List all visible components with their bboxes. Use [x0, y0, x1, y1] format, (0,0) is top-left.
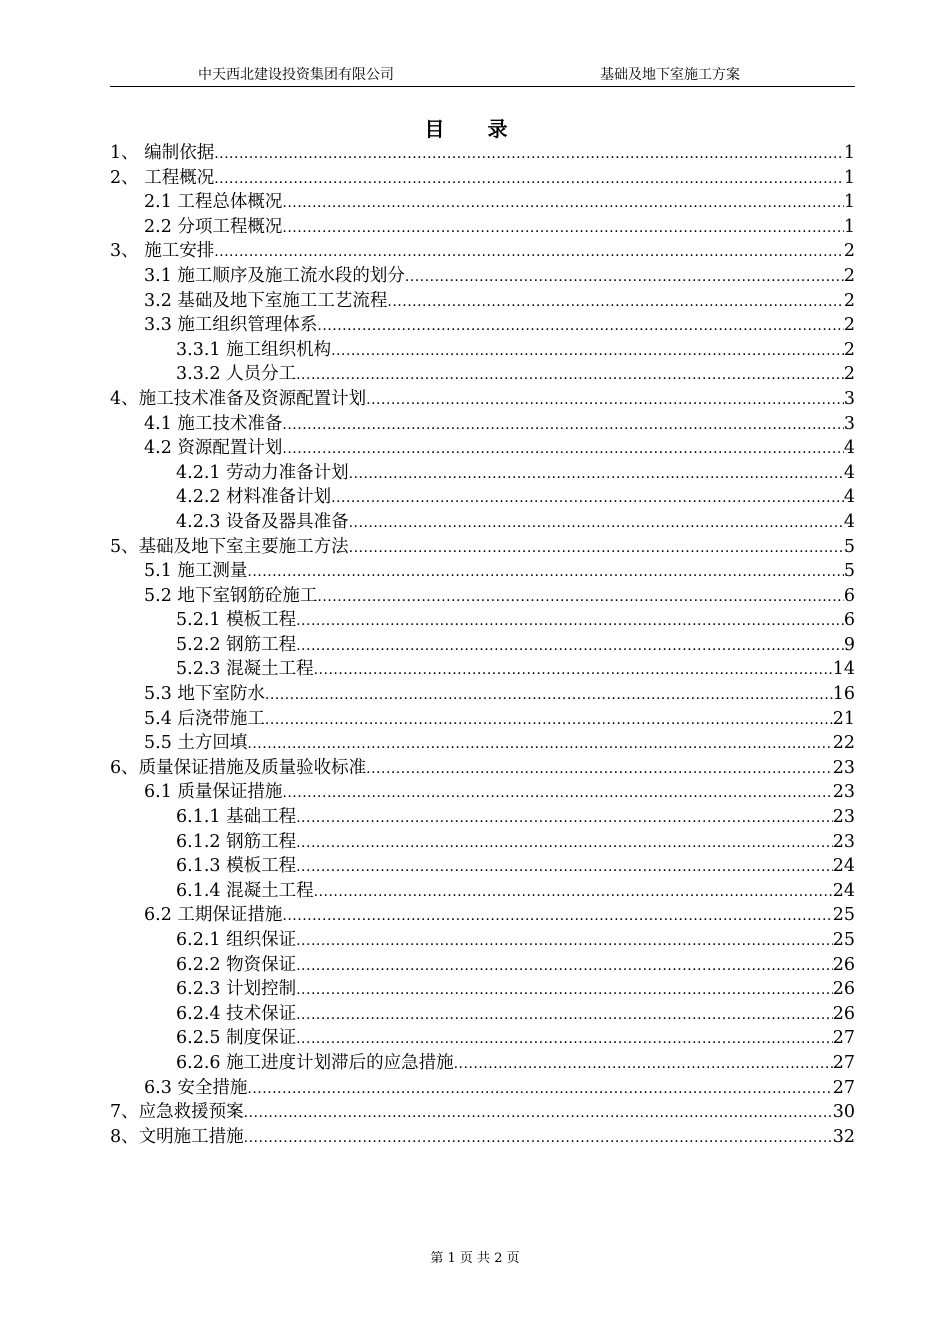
toc-entry-page-number: 2: [843, 364, 855, 385]
toc-entry-page-number: 25: [832, 905, 855, 926]
toc-entry-page-number: 22: [832, 733, 855, 754]
toc-entry[interactable]: [110, 510, 855, 535]
toc-dot-leader: [214, 167, 844, 192]
toc-entry-label: 6、质量保证措施及质量验收标准: [110, 757, 367, 778]
toc-entry-label: 5.2 地下室钢筋砼施工: [144, 585, 318, 606]
toc-entry-label: 4.2.2 材料准备计划: [176, 487, 332, 508]
toc-entry-label: 6.2.3 计划控制: [176, 979, 297, 1000]
toc-entry[interactable]: [110, 830, 855, 855]
toc-entry-page-number: 24: [832, 856, 855, 877]
toc-entry[interactable]: [110, 1051, 855, 1076]
toc-dot-leader: [244, 1101, 833, 1126]
toc-entry[interactable]: [110, 1125, 855, 1150]
toc-dot-leader: [387, 290, 843, 315]
toc-entry[interactable]: [110, 756, 855, 781]
toc-entry-label: 2.2 分项工程概况: [144, 216, 283, 237]
toc-entry-label: 5.2.1 模板工程: [176, 610, 297, 631]
toc-entry-label: 6.1.3 模板工程: [176, 856, 297, 877]
toc-entry-page-number: 4: [843, 487, 855, 508]
toc-entry[interactable]: [110, 633, 855, 658]
toc-dot-leader: [296, 929, 833, 954]
toc-entry-page-number: 27: [832, 1077, 855, 1098]
toc-dot-leader: [317, 585, 843, 610]
toc-entry[interactable]: [110, 190, 855, 215]
toc-entry-label: 6.1.2 钢筋工程: [176, 831, 297, 852]
toc-entry-page-number: 23: [832, 782, 855, 803]
toc-dot-leader: [282, 781, 832, 806]
page-header: [110, 66, 855, 87]
toc-dot-leader: [349, 536, 844, 561]
toc-entry-label: 5.5 土方回填: [144, 733, 248, 754]
toc-dot-leader: [296, 855, 833, 880]
toc-entry-page-number: 27: [832, 1052, 855, 1073]
toc-entry[interactable]: [110, 903, 855, 928]
toc-dot-leader: [296, 1003, 833, 1028]
toc-dot-leader: [366, 388, 844, 413]
toc-entry-page-number: 2: [843, 339, 855, 360]
toc-dot-leader: [282, 437, 843, 462]
toc-entry-label: 6.2.5 制度保证: [176, 1028, 297, 1049]
toc-entry[interactable]: [110, 977, 855, 1002]
toc-entry[interactable]: [110, 1002, 855, 1027]
toc-entry-page-number: 16: [832, 684, 855, 705]
toc-entry-page-number: 4: [843, 462, 855, 483]
toc-entry-page-number: 2: [843, 265, 855, 286]
toc-dot-leader: [349, 462, 844, 487]
toc-entry-page-number: 23: [832, 757, 855, 778]
toc-entry-page-number: 6: [843, 610, 855, 631]
toc-entry[interactable]: [110, 1026, 855, 1051]
toc-entry[interactable]: [110, 854, 855, 879]
toc-entry-page-number: 1: [843, 143, 855, 163]
toc-entry-label: 6.2.4 技术保证: [176, 1003, 297, 1024]
toc-dot-leader: [265, 708, 833, 733]
toc-entry[interactable]: [110, 166, 855, 191]
toc-entry-page-number: 26: [832, 1003, 855, 1024]
toc-dot-leader: [296, 978, 833, 1003]
toc-entry[interactable]: [110, 412, 855, 437]
toc-dot-leader: [296, 806, 833, 831]
toc-dot-leader: [247, 732, 832, 757]
toc-entry-label: 5.1 施工测量: [144, 561, 248, 582]
toc-entry-page-number: 5: [843, 536, 855, 557]
toc-dot-leader: [405, 265, 844, 290]
toc-entry-page-number: 4: [843, 511, 855, 532]
toc-entry-label: 5.3 地下室防水: [144, 684, 265, 705]
toc-entry[interactable]: [110, 535, 855, 560]
toc-entry-label: 4.2.1 劳动力准备计划: [176, 462, 349, 483]
toc-entry-page-number: 2: [843, 241, 855, 262]
toc-dot-leader: [317, 314, 843, 339]
toc-dot-leader: [296, 363, 844, 388]
toc-dot-leader: [282, 216, 843, 241]
toc-entry[interactable]: [110, 657, 855, 682]
toc-entry-page-number: 2: [843, 290, 855, 311]
toc-entry[interactable]: [110, 584, 855, 609]
toc-entry-page-number: 25: [832, 930, 855, 950]
toc-dot-leader: [331, 486, 844, 511]
toc-entry[interactable]: [110, 780, 855, 805]
toc-entry-page-number: 24: [832, 880, 855, 901]
toc-entry[interactable]: [110, 1076, 855, 1101]
toc-entry[interactable]: [110, 338, 855, 363]
toc-dot-leader: [265, 683, 833, 708]
toc-entry-label: 4.2 资源配置计划: [144, 438, 283, 459]
toc-entry-label: 6.2.6 施工进度计划滞后的应急措施: [176, 1052, 454, 1073]
toc-entry-label: 6.1.1 基础工程: [176, 807, 297, 828]
toc-entry-label: 1、 编制依据: [110, 143, 215, 163]
toc-entry-page-number: 14: [832, 659, 855, 680]
page-footer: 第 1 页 共 2 页: [430, 1251, 520, 1266]
toc-dot-leader: [349, 511, 844, 536]
toc-dot-leader: [247, 560, 843, 585]
toc-entry-label: 6.2 工期保证措施: [144, 905, 283, 926]
toc-entry-page-number: 32: [832, 1126, 855, 1147]
toc-entry[interactable]: [110, 461, 855, 486]
toc-entry-label: 5.2.2 钢筋工程: [176, 634, 297, 655]
toc-dot-leader: [314, 880, 833, 905]
toc-entry-label: 6.2.2 物资保证: [176, 954, 297, 975]
toc-entry[interactable]: [110, 313, 855, 338]
toc-entry-page-number: 23: [832, 807, 855, 828]
toc-dot-leader: [296, 1027, 833, 1052]
toc-entry[interactable]: [110, 731, 855, 756]
toc-entry-label: 3.1 施工顺序及施工流水段的划分: [144, 265, 405, 286]
toc-entry-page-number: 6: [843, 585, 855, 606]
toc-entry[interactable]: [110, 436, 855, 461]
toc-entry-page-number: 1: [843, 216, 855, 237]
toc-entry-page-number: 21: [832, 708, 855, 729]
toc-entry[interactable]: [110, 485, 855, 510]
toc-title: 目 录: [424, 117, 526, 141]
toc-dot-leader: [282, 904, 832, 929]
toc-entry[interactable]: [110, 1100, 855, 1125]
toc-entry-page-number: 1: [843, 192, 855, 213]
toc-entry[interactable]: [110, 879, 855, 904]
toc-entry-page-number: 3: [843, 413, 855, 434]
toc-entry[interactable]: [110, 928, 855, 953]
toc-entry[interactable]: [110, 239, 855, 264]
toc-entry-label: 7、应急救援预案: [110, 1102, 244, 1123]
toc-entry[interactable]: [110, 608, 855, 633]
toc-entry-page-number: 27: [832, 1028, 855, 1049]
toc-entry-label: 4.2.3 设备及器具准备: [176, 511, 349, 532]
toc-entry-page-number: 1: [843, 167, 855, 188]
toc-dot-leader: [282, 191, 843, 216]
toc-dot-leader: [247, 1077, 832, 1102]
toc-dot-leader: [296, 634, 844, 659]
toc-entry[interactable]: [110, 682, 855, 707]
table-of-contents: [110, 141, 855, 1149]
toc-dot-leader: [282, 413, 843, 438]
toc-entry-label: 8、文明施工措施: [110, 1126, 244, 1147]
toc-entry-label: 5、基础及地下室主要施工方法: [110, 536, 349, 557]
toc-dot-leader: [454, 1052, 833, 1077]
toc-dot-leader: [314, 658, 833, 683]
toc-dot-leader: [244, 1126, 833, 1151]
toc-entry-label: 6.3 安全措施: [144, 1077, 248, 1098]
toc-entry-page-number: 9: [843, 634, 855, 655]
toc-entry-page-number: 26: [832, 979, 855, 1000]
toc-entry-label: 2、 工程概况: [110, 167, 215, 188]
toc-entry[interactable]: [110, 362, 855, 387]
toc-entry-label: 4、施工技术准备及资源配置计划: [110, 388, 367, 409]
toc-entry[interactable]: [110, 387, 855, 412]
toc-entry-page-number: 3: [843, 388, 855, 409]
toc-entry[interactable]: [110, 559, 855, 584]
toc-entry[interactable]: [110, 953, 855, 978]
toc-dot-leader: [296, 831, 833, 856]
toc-entry[interactable]: [110, 141, 855, 166]
toc-entry[interactable]: [110, 707, 855, 732]
toc-entry-page-number: 30: [832, 1102, 855, 1123]
toc-entry-page-number: 23: [832, 831, 855, 852]
toc-dot-leader: [296, 954, 833, 979]
toc-entry-label: 6.1 质量保证措施: [144, 782, 283, 803]
toc-entry-label: 3.2 基础及地下室施工工艺流程: [144, 290, 388, 311]
toc-entry-label: 3.3.1 施工组织机构: [176, 339, 332, 360]
toc-entry-label: 4.1 施工技术准备: [144, 413, 283, 434]
toc-dot-leader: [331, 339, 844, 364]
toc-entry[interactable]: [110, 289, 855, 314]
toc-entry[interactable]: [110, 264, 855, 289]
toc-entry-label: 2.1 工程总体概况: [144, 192, 283, 213]
toc-entry-label: 3.3 施工组织管理体系: [144, 315, 318, 336]
header-document-title: 基础及地下室施工方案: [600, 67, 740, 83]
toc-dot-leader: [296, 609, 844, 634]
toc-entry-label: 6.1.4 混凝土工程: [176, 880, 314, 901]
toc-entry-label: 3、 施工安排: [110, 241, 215, 262]
toc-entry-label: 5.2.3 混凝土工程: [176, 659, 314, 680]
toc-entry[interactable]: [110, 215, 855, 240]
toc-entry-label: 6.2.1 组织保证: [176, 930, 297, 950]
toc-entry-label: 3.3.2 人员分工: [176, 364, 297, 385]
header-company: 中天西北建设投资集团有限公司: [198, 67, 394, 83]
toc-dot-leader: [214, 240, 844, 265]
toc-dot-leader: [366, 757, 833, 782]
toc-entry-label: 5.4 后浇带施工: [144, 708, 265, 729]
toc-entry-page-number: 2: [843, 315, 855, 336]
toc-dot-leader: [214, 142, 844, 167]
toc-entry-page-number: 26: [832, 954, 855, 975]
toc-entry-page-number: 4: [843, 438, 855, 459]
toc-entry-page-number: 5: [843, 561, 855, 582]
toc-entry[interactable]: [110, 805, 855, 830]
